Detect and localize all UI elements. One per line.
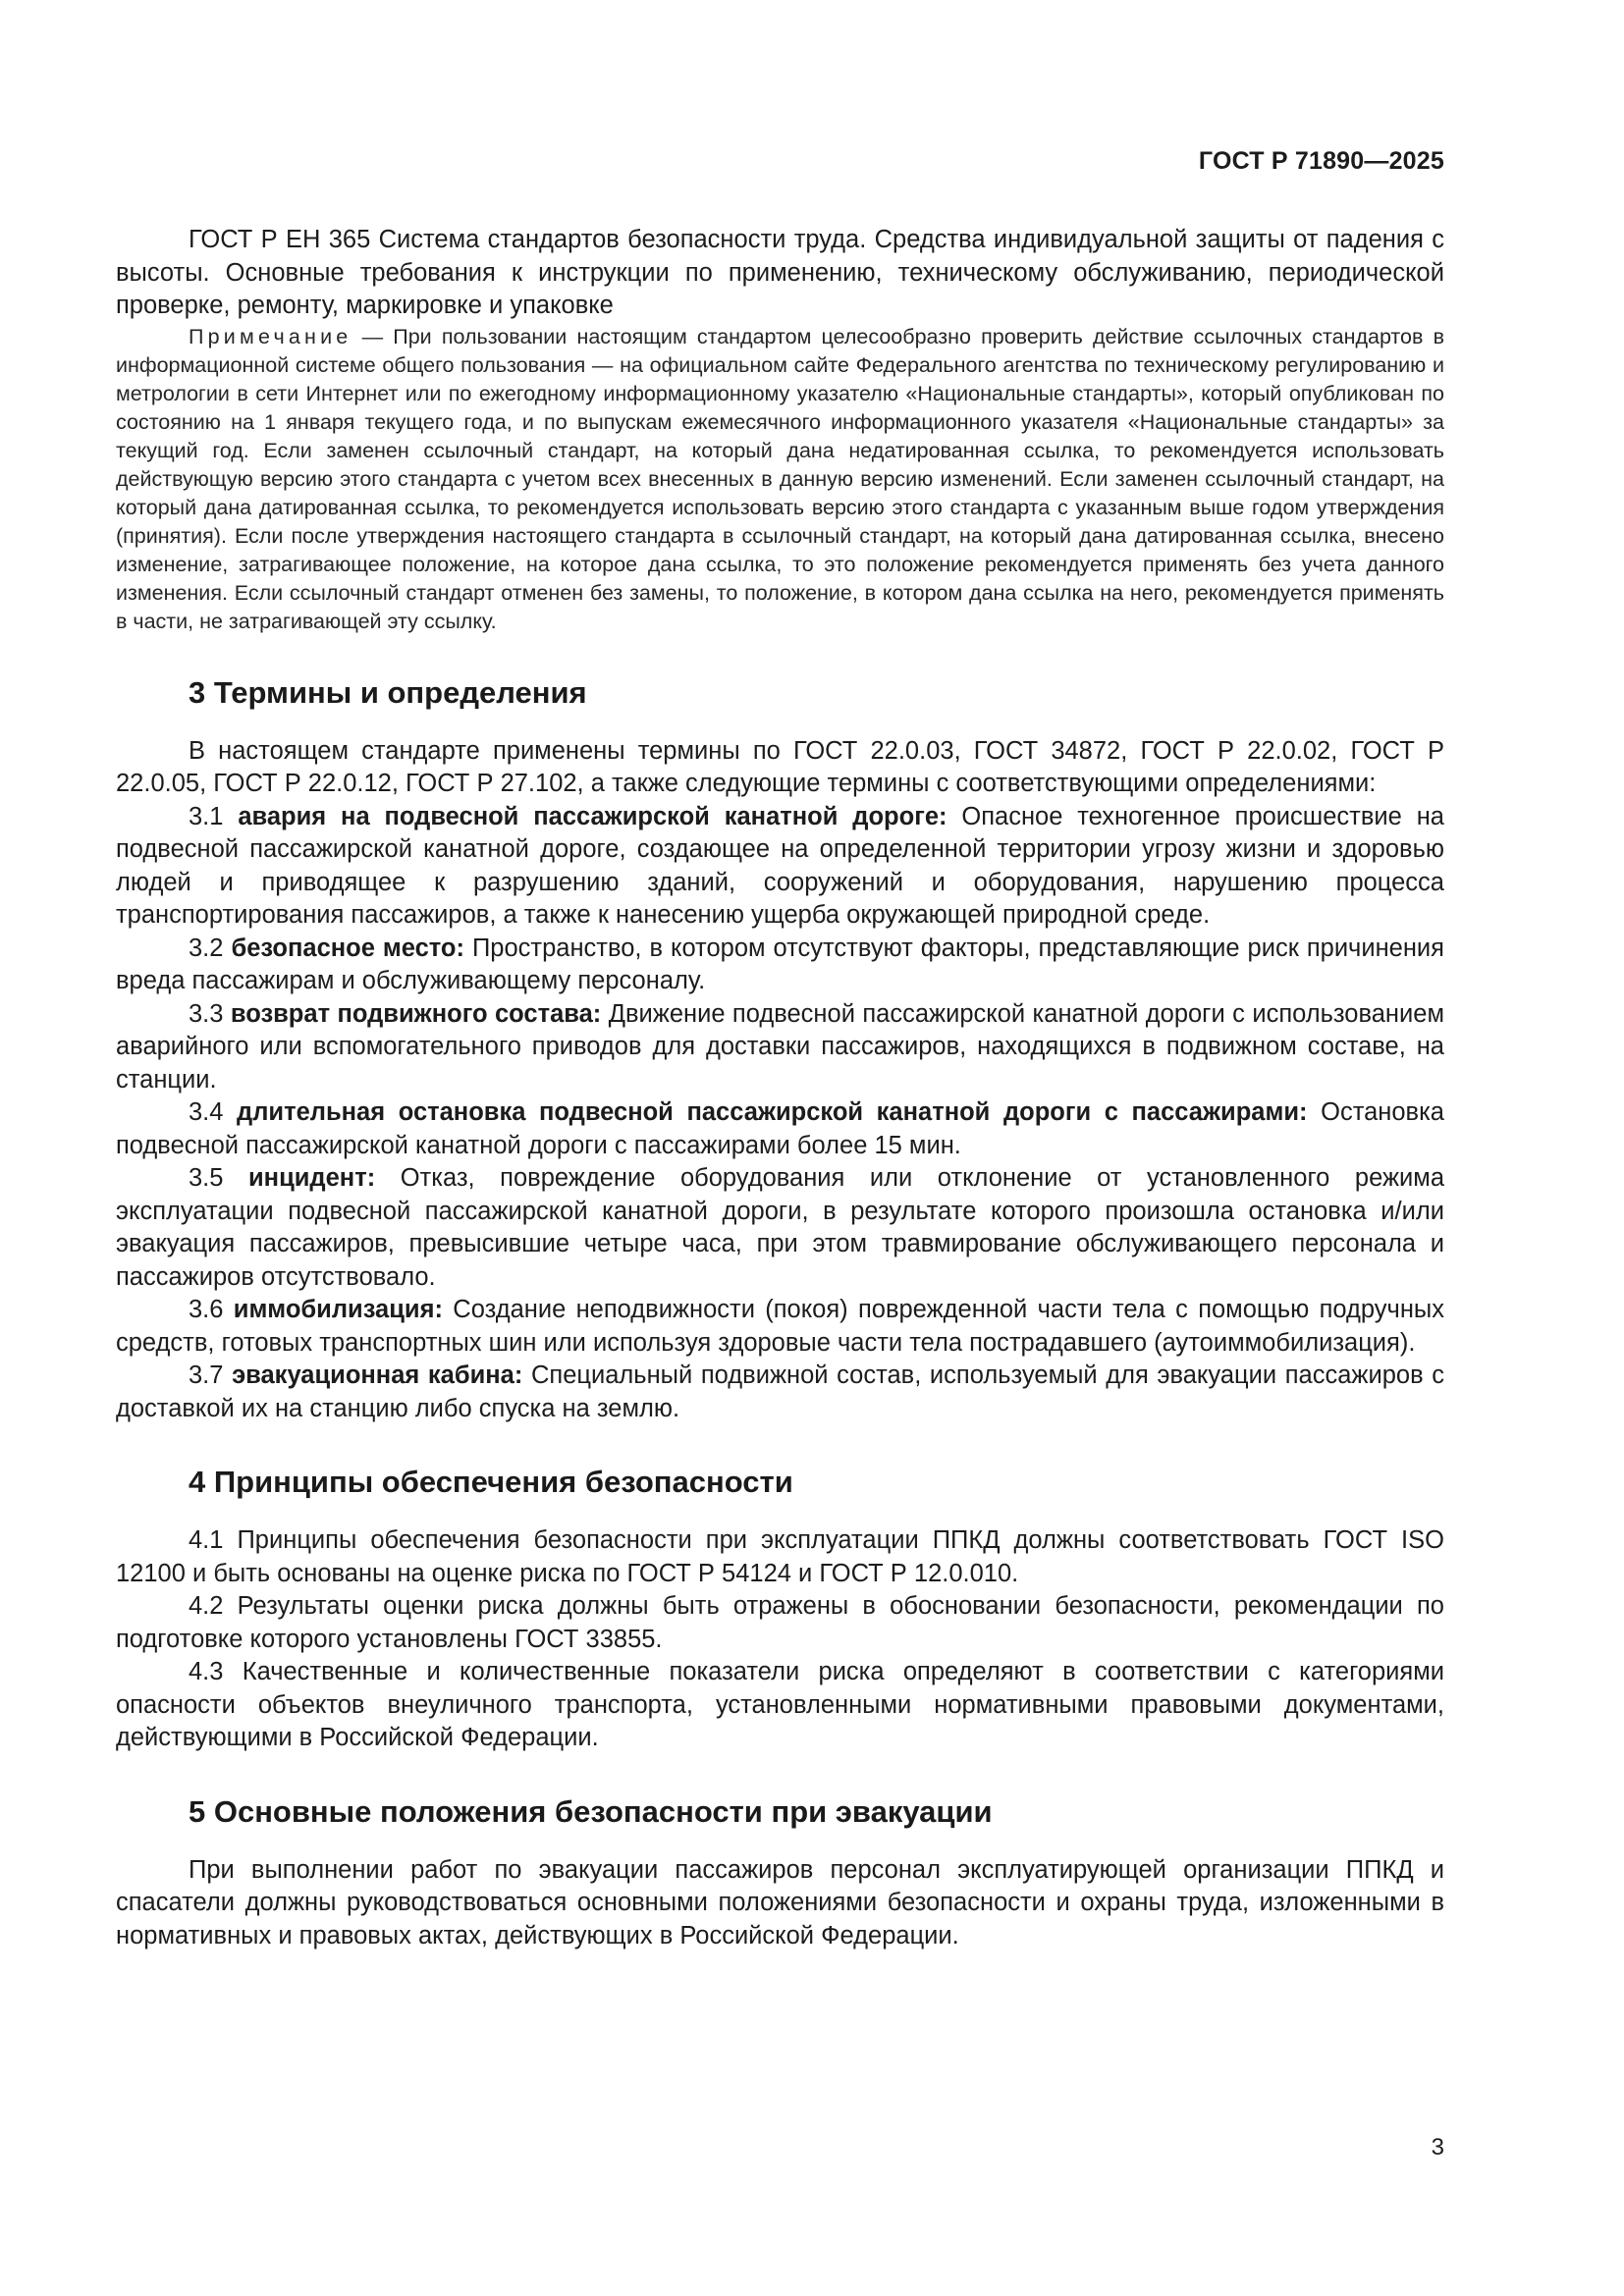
term-name: безопасное место: xyxy=(231,934,464,962)
term-definition: Отказ, повреждение оборудования или отклонение от установленного режима эксплуатации подвесной пассажирской канатной дороги, в результате которого произошла остановка и/или эвакуация пассажиров, превысившие четыре часа, при этом травмирование обслуживающего персонала и пассажиров отсутствовало. xyxy=(116,1164,1444,1291)
term-number: 3.2 xyxy=(189,934,232,962)
term-definition: Остановка подвесной пассажирской канатной дороги с пассажирами более 15 мин. xyxy=(116,1098,1444,1159)
term-definition: Создание неподвижности (покоя) поврежденной части тела с помощью подручных средств, готовых транспортных шин или используя здоровые части тела пострадавшего (аутоиммобилизация). xyxy=(116,1296,1444,1357)
term-name: длительная остановка подвесной пассажирской канатной дороги с пассажирами: xyxy=(237,1098,1308,1126)
term-name: авария на подвесной пассажирской канатной дороге: xyxy=(238,802,947,830)
term-number: 3.4 xyxy=(189,1098,238,1126)
term-number: 3.6 xyxy=(189,1296,234,1323)
term-3-1 xyxy=(116,801,1444,933)
term-number: 3.1 xyxy=(189,802,239,830)
term-3-4 xyxy=(116,1096,1444,1162)
term-definition: Опасное техногенное происшествие на подвесной пассажирской канатной дороге, создающее на определенной территории угрозу жизни и здоровью людей и приводящее к разрушению зданий, сооружений и оборудования, нарушению процесса транспортирования пассажиров, а также к нанесению ущерба окружающей природной среде. xyxy=(116,802,1444,929)
section-3-heading: 3 Термины и определения xyxy=(189,674,587,710)
term-definition: Пространство, в котором отсутствуют факторы, представляющие риск причинения вреда пассажирам и обслуживающему персоналу. xyxy=(116,934,1444,994)
term-3-6 xyxy=(116,1294,1444,1360)
term-number: 3.3 xyxy=(189,999,231,1028)
section-5-paragraph: При выполнении работ по эвакуации пассажиров персонал эксплуатирующей организации ППКД и спасатели должны руководствоваться основными положениями безопасности и охраны труда, изложенными в нормативных и правовых актах, действующих в Российской Федерации. xyxy=(116,1855,1444,1949)
section-5-heading: 5 Основные положения безопасности при эвакуации xyxy=(189,1793,993,1829)
term-definition: Движение подвесной пассажирской канатной дороги с использованием аварийного или вспомогательного приводов для доставки пассажиров, находящихся в подвижном составе, на станции. xyxy=(116,999,1444,1094)
note-paragraph xyxy=(116,323,1444,636)
clause-4-1: 4.1 Принципы обеспечения безопасности при эксплуатации ППКД должны соответствовать ГОСТ ISO 12100 и быть основаны на оценке риска по ГОСТ Р 54124 и ГОСТ Р 12.0.010. xyxy=(116,1526,1444,1587)
term-number: 3.5 xyxy=(189,1164,248,1192)
note-text: — При пользовании настоящим стандартом целесообразно проверить действие ссылочных стандартов в информационной системе общего пользования — на официальном сайте Федерального агентства по техническому регулированию и метрологии в сети Интернет или по ежегодному информационному указателю «Национальные стандарты», который опубликован по состоянию на 1 января текущего года, и по выпускам ежемесячного информационного указателя «Национальные стандарты» за текущий год. Если заменен ссылочный стандарт, на который дана недатированная ссылка, то рекомендуется использовать действующую версию этого стандарта с учетом всех внесенных в данную версию изменений. Если заменен ссылочный стандарт, на который дана датированная ссылка, то рекомендуется использовать версию этого стандарта с указанным выше годом утверждения (принятия). Если после утверждения настоящего стандарта в ссылочный стандарт, на который дана датированная ссылка, внесено изменение, затрагивающее положение, на которое дана ссылка, то это положение рекомендуется применять без учета данного изменения. Если ссылочный стандарт отменен без замены, то положение, в котором дана ссылка на него, рекомендуется применять в части, не затрагивающей эту ссылку. xyxy=(116,324,1444,633)
document-id-header: ГОСТ Р 71890—2025 xyxy=(1198,147,1444,175)
section-4-heading: 4 Принципы обеспечения безопасности xyxy=(189,1465,793,1499)
term-name: иммобилизация: xyxy=(233,1296,443,1323)
term-3-2 xyxy=(116,933,1444,998)
page-number: 3 xyxy=(1431,2134,1444,2161)
term-name: эвакуационная кабина: xyxy=(232,1362,523,1389)
term-3-3 xyxy=(116,998,1444,1097)
note-label: Примечание xyxy=(189,324,352,348)
clause-4-2: 4.2 Результаты оценки риска должны быть отражены в обосновании безопасности, рекомендации по подготовке которого установлены ГОСТ 33855. xyxy=(116,1592,1444,1653)
clause-4-3: 4.3 Качественные и количественные показатели риска определяют в соответствии с категориями опасности объектов внеуличного транспорта, установленными нормативными правовыми документами, действующими в Российской Федерации. xyxy=(116,1658,1444,1751)
term-3-5 xyxy=(116,1162,1444,1294)
reference-entry-gost-en-365: ГОСТ Р ЕН 365 Система стандартов безопасности труда. Средства индивидуальной защиты от падения с высоты. Основные требования к инструкции по применению, техническому обслуживанию, периодической проверке, ремонту, маркировке и упаковке xyxy=(116,226,1444,319)
term-definition: Специальный подвижной состав, используемый для эвакуации пассажиров с доставкой их на станцию либо спуска на землю. xyxy=(116,1362,1444,1422)
term-name: инцидент: xyxy=(248,1164,376,1192)
term-3-7 xyxy=(116,1360,1444,1425)
term-name: возврат подвижного состава: xyxy=(230,999,602,1028)
page-content xyxy=(116,224,1444,1952)
term-number: 3.7 xyxy=(189,1362,233,1389)
section-3-intro: В настоящем стандарте применены термины по ГОСТ 22.0.03, ГОСТ 34872, ГОСТ Р 22.0.02, ГОСТ Р 22.0.05, ГОСТ Р 22.0.12, ГОСТ Р 27.102, а также следующие термины с соответствующими определениями: xyxy=(116,736,1444,797)
